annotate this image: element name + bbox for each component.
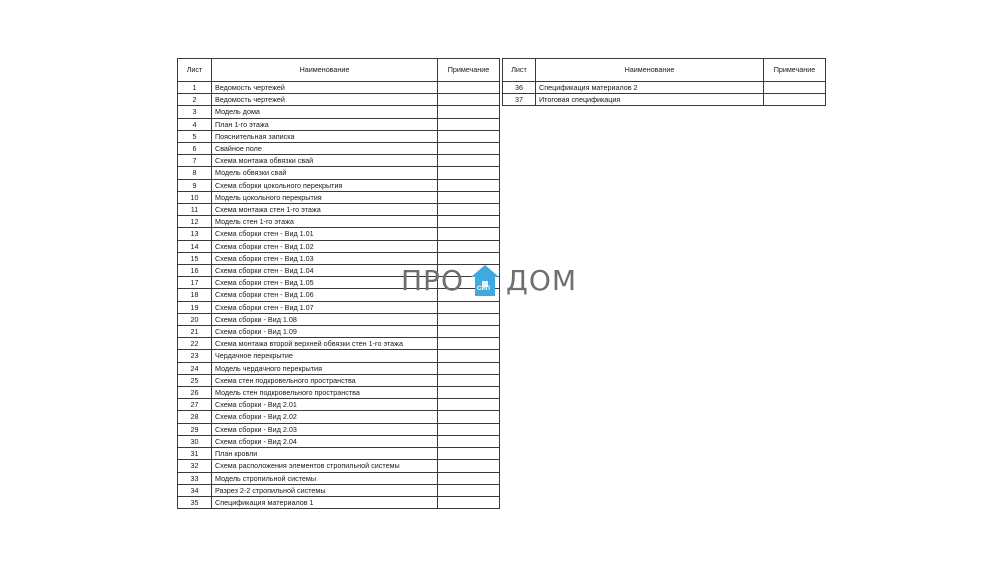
table-row	[503, 82, 826, 94]
drawing-name-cell: Схема монтажа второй верхней обвязки стен 1-го этажа	[212, 338, 438, 350]
table-row	[178, 326, 500, 338]
sheet-number-cell: 17	[178, 277, 212, 289]
sheet-number-cell: 31	[178, 448, 212, 460]
sheet-number-cell: 8	[178, 167, 212, 179]
note-cell	[438, 155, 500, 167]
table-row	[178, 240, 500, 252]
name-column-header: Наименование	[536, 59, 764, 82]
note-cell	[438, 167, 500, 179]
note-cell	[438, 374, 500, 386]
note-cell	[438, 423, 500, 435]
table-row	[178, 82, 500, 94]
sheet-number-cell: 18	[178, 289, 212, 301]
drawing-name-cell: Схема сборки - Вид 2.01	[212, 399, 438, 411]
table-header-row	[503, 59, 826, 82]
note-cell	[438, 228, 500, 240]
drawing-name-cell: Модель чердачного перекрытия	[212, 362, 438, 374]
drawing-name-cell: Схема монтажа стен 1-го этажа	[212, 204, 438, 216]
note-cell	[438, 411, 500, 423]
table-row	[178, 387, 500, 399]
drawing-name-cell: План кровли	[212, 448, 438, 460]
table-row	[178, 362, 500, 374]
note-cell	[438, 350, 500, 362]
note-cell	[438, 118, 500, 130]
table-row	[178, 155, 500, 167]
note-cell	[438, 130, 500, 142]
sheet-number-cell: 27	[178, 399, 212, 411]
table-row	[178, 411, 500, 423]
name-column-header: Наименование	[212, 59, 438, 82]
drawing-name-cell: Ведомость чертежей	[212, 82, 438, 94]
note-cell	[438, 94, 500, 106]
table-row	[178, 423, 500, 435]
drawing-name-cell: Модель стропильной системы	[212, 472, 438, 484]
table-row	[178, 106, 500, 118]
drawing-name-cell: Ведомость чертежей	[212, 94, 438, 106]
sheet-number-cell: 20	[178, 313, 212, 325]
sheet-number-cell: 19	[178, 301, 212, 313]
table-row	[178, 252, 500, 264]
table-row	[178, 448, 500, 460]
sheet-number-cell: 21	[178, 326, 212, 338]
sheet-number-cell: 11	[178, 204, 212, 216]
sheet-number-cell: 28	[178, 411, 212, 423]
sheet-number-cell: 6	[178, 143, 212, 155]
drawing-name-cell: Схема сборки стен - Вид 1.07	[212, 301, 438, 313]
drawing-name-cell: Модель обвязки свай	[212, 167, 438, 179]
logo-text-left: ПРО	[401, 264, 464, 297]
sheet-number-cell: 26	[178, 387, 212, 399]
drawing-name-cell: Схема сборки стен - Вид 1.02	[212, 240, 438, 252]
drawing-name-cell: Чердачное перекрытие	[212, 350, 438, 362]
table-row	[178, 191, 500, 203]
sheet-number-cell: 5	[178, 130, 212, 142]
drawing-name-cell: Модель стен 1-го этажа	[212, 216, 438, 228]
table-row	[178, 399, 500, 411]
sheet-number-cell: 12	[178, 216, 212, 228]
table-row	[178, 216, 500, 228]
sheet-number-cell: 10	[178, 191, 212, 203]
note-cell	[438, 326, 500, 338]
sheet-number-cell: 16	[178, 265, 212, 277]
note-cell	[764, 94, 826, 106]
table-row	[178, 435, 500, 447]
sheet-number-cell: 37	[503, 94, 536, 106]
drawings-list-table-right	[502, 58, 826, 106]
note-cell	[438, 435, 500, 447]
note-cell	[764, 82, 826, 94]
sheet-number-cell: 25	[178, 374, 212, 386]
drawing-name-cell: План 1-го этажа	[212, 118, 438, 130]
note-cell	[438, 460, 500, 472]
table-row	[178, 313, 500, 325]
drawing-name-cell: Схема стен подкровельного пространства	[212, 374, 438, 386]
sheet-number-cell: 36	[503, 82, 536, 94]
sheet-number-cell: 24	[178, 362, 212, 374]
drawing-name-cell: Пояснительная записка	[212, 130, 438, 142]
note-column-header: Примечание	[438, 59, 500, 82]
note-cell	[438, 472, 500, 484]
note-cell	[438, 106, 500, 118]
table-row	[178, 94, 500, 106]
drawing-name-cell: Свайное поле	[212, 143, 438, 155]
sheet-number-cell: 13	[178, 228, 212, 240]
drawing-name-cell: Спецификация материалов 2	[536, 82, 764, 94]
table-row	[178, 130, 500, 142]
table-row	[503, 94, 826, 106]
logo-text-right: ДОМ	[505, 264, 578, 297]
table-row	[178, 179, 500, 191]
sheet-number-cell: 30	[178, 435, 212, 447]
note-cell	[438, 387, 500, 399]
house-icon	[470, 264, 500, 298]
note-cell	[438, 313, 500, 325]
drawing-name-cell: Модель цокольного перекрытия	[212, 191, 438, 203]
table-header-row	[178, 59, 500, 82]
sheet-number-cell: 23	[178, 350, 212, 362]
sheet-number-cell: 7	[178, 155, 212, 167]
table-row	[178, 228, 500, 240]
pro-dom-logo-watermark	[401, 264, 577, 298]
table-row	[178, 472, 500, 484]
note-cell	[438, 204, 500, 216]
table-row	[178, 167, 500, 179]
note-cell	[438, 252, 500, 264]
drawing-name-cell: Схема сборки - Вид 2.02	[212, 411, 438, 423]
note-cell	[438, 301, 500, 313]
table-row	[178, 374, 500, 386]
sheet-number-cell: 35	[178, 496, 212, 508]
table-row	[178, 460, 500, 472]
drawing-name-cell: Схема расположения элементов стропильной системы	[212, 460, 438, 472]
sheet-column-header: Лист	[503, 59, 536, 82]
sheet-number-cell: 15	[178, 252, 212, 264]
drawing-name-cell: Схема сборки - Вид 1.08	[212, 313, 438, 325]
note-cell	[438, 362, 500, 374]
table-row	[178, 338, 500, 350]
drawing-name-cell: Итоговая спецификация	[536, 94, 764, 106]
drawing-name-cell: Спецификация материалов 1	[212, 496, 438, 508]
sheet-number-cell: 33	[178, 472, 212, 484]
drawing-name-cell: Схема сборки стен - Вид 1.05	[212, 277, 438, 289]
table-row	[178, 496, 500, 508]
sheet-number-cell: 14	[178, 240, 212, 252]
table-row	[178, 350, 500, 362]
drawing-name-cell: Схема сборки - Вид 1.09	[212, 326, 438, 338]
drawing-name-cell: Схема сборки - Вид 2.04	[212, 435, 438, 447]
table-row	[178, 143, 500, 155]
note-cell	[438, 338, 500, 350]
drawing-name-cell: Схема сборки - Вид 2.03	[212, 423, 438, 435]
table-row	[178, 301, 500, 313]
sheet-number-cell: 3	[178, 106, 212, 118]
drawing-name-cell: Схема сборки стен - Вид 1.04	[212, 265, 438, 277]
sheet-number-cell: 2	[178, 94, 212, 106]
sheet-number-cell: 1	[178, 82, 212, 94]
table-row	[178, 204, 500, 216]
sheet-number-cell: 4	[178, 118, 212, 130]
sheet-number-cell: 29	[178, 423, 212, 435]
note-cell	[438, 240, 500, 252]
drawing-name-cell: Схема сборки стен - Вид 1.01	[212, 228, 438, 240]
note-cell	[438, 484, 500, 496]
sheet-column-header: Лист	[178, 59, 212, 82]
drawing-name-cell: Разрез 2-2 стропильной системы	[212, 484, 438, 496]
note-cell	[438, 82, 500, 94]
note-cell	[438, 399, 500, 411]
drawing-name-cell: Модель дома	[212, 106, 438, 118]
logo-sub-text: СИП	[476, 286, 490, 292]
drawing-name-cell: Схема сборки стен - Вид 1.03	[212, 252, 438, 264]
drawing-name-cell: Модель стен подкровельного пространства	[212, 387, 438, 399]
note-column-header: Примечание	[764, 59, 826, 82]
sheet-number-cell: 34	[178, 484, 212, 496]
table-row	[178, 484, 500, 496]
sheet-number-cell: 9	[178, 179, 212, 191]
note-cell	[438, 496, 500, 508]
sheet-number-cell: 32	[178, 460, 212, 472]
note-cell	[438, 216, 500, 228]
drawing-name-cell: Схема монтажа обвязки свай	[212, 155, 438, 167]
sheet-number-cell: 22	[178, 338, 212, 350]
drawing-name-cell: Схема сборки цокольного перекрытия	[212, 179, 438, 191]
drawing-name-cell: Схема сборки стен - Вид 1.06	[212, 289, 438, 301]
table-row	[178, 118, 500, 130]
note-cell	[438, 191, 500, 203]
note-cell	[438, 179, 500, 191]
note-cell	[438, 143, 500, 155]
note-cell	[438, 448, 500, 460]
